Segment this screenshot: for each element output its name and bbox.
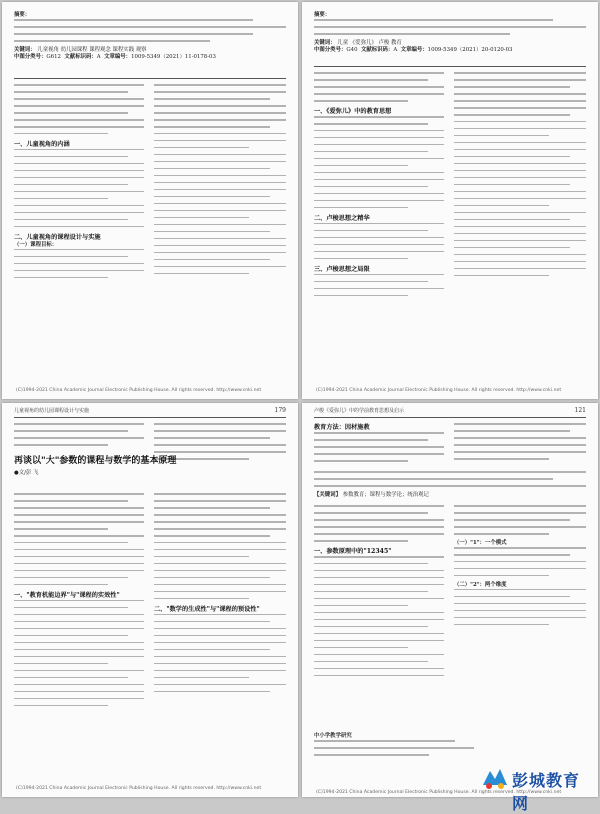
column-left bbox=[14, 493, 144, 712]
issn-value: 1009-5349（2021）20-0120-03 bbox=[427, 46, 513, 53]
article-title: 再谈以"大"参数的课程与数学的基本原理 bbox=[14, 456, 177, 466]
section-heading-2: 二、卢梭思想之精华 bbox=[314, 214, 370, 222]
section-heading-2: 二、儿童视角的课程设计与实施 bbox=[14, 233, 101, 241]
doc-label: 文献标识码： bbox=[64, 53, 97, 60]
article-header bbox=[14, 453, 286, 477]
abstract-block bbox=[314, 12, 586, 54]
issn-value: 1009-5349（2021）11-0178-03 bbox=[131, 53, 216, 60]
cls-label: 中图分类号： bbox=[314, 46, 347, 53]
keywords-label: 关键词： bbox=[314, 39, 336, 46]
doc-value: A bbox=[96, 53, 101, 60]
column-left-top bbox=[14, 423, 144, 451]
keywords-line bbox=[314, 492, 586, 499]
cls-value: G40 bbox=[346, 46, 358, 53]
column-right bbox=[454, 72, 586, 282]
article-intro bbox=[314, 471, 586, 499]
cls-value: G612 bbox=[46, 53, 61, 60]
document-page-1 bbox=[2, 2, 298, 399]
abstract-block bbox=[14, 12, 286, 61]
author: ●文/彭 飞 bbox=[14, 470, 39, 476]
column-left-top bbox=[314, 423, 444, 467]
keywords-label: 关键词： bbox=[14, 46, 36, 53]
subsection-2: （二）"2"：两个维度 bbox=[454, 581, 507, 588]
section-heading-1: 一、《爱弥儿》中的教育思想 bbox=[314, 107, 392, 115]
watermark-icon bbox=[480, 765, 510, 791]
abstract-label: 摘要： bbox=[314, 12, 331, 18]
cls-label: 中图分类号： bbox=[14, 53, 47, 60]
classification-line bbox=[14, 54, 286, 61]
keywords-line bbox=[314, 40, 586, 47]
subsection-1: （一）"1"：一个模式 bbox=[454, 539, 507, 546]
document-page-3 bbox=[2, 403, 298, 797]
keywords-label: 【关键词】 bbox=[314, 491, 341, 498]
column-left bbox=[314, 505, 444, 682]
running-head: 卢梭《爱弥儿》中的学前教育思想及启示 bbox=[314, 408, 405, 414]
running-head: 儿童视角的幼儿园课程设计与实施 bbox=[14, 408, 90, 414]
journal-logo-text: 中小学教学研究 bbox=[314, 733, 352, 739]
column-right-top bbox=[454, 423, 586, 465]
section-heading-1: 一、儿童视角的内涵 bbox=[14, 140, 70, 148]
copyright-footer: (C)1994-2021 China Academic Journal Electronic Publishing House. All rights reserved. http://www.cnki.net bbox=[316, 388, 562, 393]
section-heading-2: 二、"数学的生成性"与"课程的预设性" bbox=[154, 605, 260, 613]
keywords: 儿童视角 幼儿园课程 课程观念 课程实践 观察 bbox=[37, 46, 147, 53]
doc-value: A bbox=[393, 46, 398, 53]
keywords-line bbox=[14, 47, 286, 54]
section-heading-1: 一、参数原理中的"12345" bbox=[314, 547, 392, 555]
classification-line bbox=[314, 47, 586, 54]
document-page-4 bbox=[302, 403, 598, 813]
doc-label: 文献标识码： bbox=[360, 46, 394, 53]
watermark-text: 彭城教育网 bbox=[512, 771, 581, 813]
column-right bbox=[454, 505, 586, 631]
section-heading-1: 一、"教育机能边界"与"课程的实效性" bbox=[14, 591, 120, 599]
issn-label: 文章编号： bbox=[400, 46, 428, 53]
keywords: 儿童 《爱弥儿》 卢梭 教育 bbox=[337, 39, 402, 46]
copyright-footer: (C)1994-2021 China Academic Journal Electronic Publishing House. All rights reserved. http://www.cnki.net bbox=[316, 790, 562, 795]
section-heading-3: 三、卢梭思想之局限 bbox=[314, 265, 370, 273]
column-left bbox=[14, 84, 144, 284]
keywords: 参数教育；课程与数学论；统治观记 bbox=[342, 491, 429, 498]
issn-label: 文章编号： bbox=[104, 53, 132, 60]
abstract-label: 摘要： bbox=[14, 12, 31, 18]
page-number: 121 bbox=[574, 407, 586, 414]
watermark-logo bbox=[480, 765, 592, 813]
column-left bbox=[314, 72, 444, 302]
page-number: 179 bbox=[274, 407, 286, 414]
journal-footer bbox=[314, 733, 474, 761]
column-right bbox=[154, 493, 286, 698]
copyright-footer: (C)1994-2021 China Academic Journal Electronic Publishing House. All rights reserved. http://www.cnki.net bbox=[16, 388, 262, 393]
document-page-2 bbox=[302, 2, 598, 399]
column-right bbox=[154, 84, 286, 280]
top-heading: 教育方法：因材施教 bbox=[314, 424, 370, 431]
subsection-heading: （一）课程目标： bbox=[14, 241, 58, 248]
copyright-footer: (C)1994-2021 China Academic Journal Electronic Publishing House. All rights reserved. http://www.cnki.net bbox=[16, 786, 262, 791]
